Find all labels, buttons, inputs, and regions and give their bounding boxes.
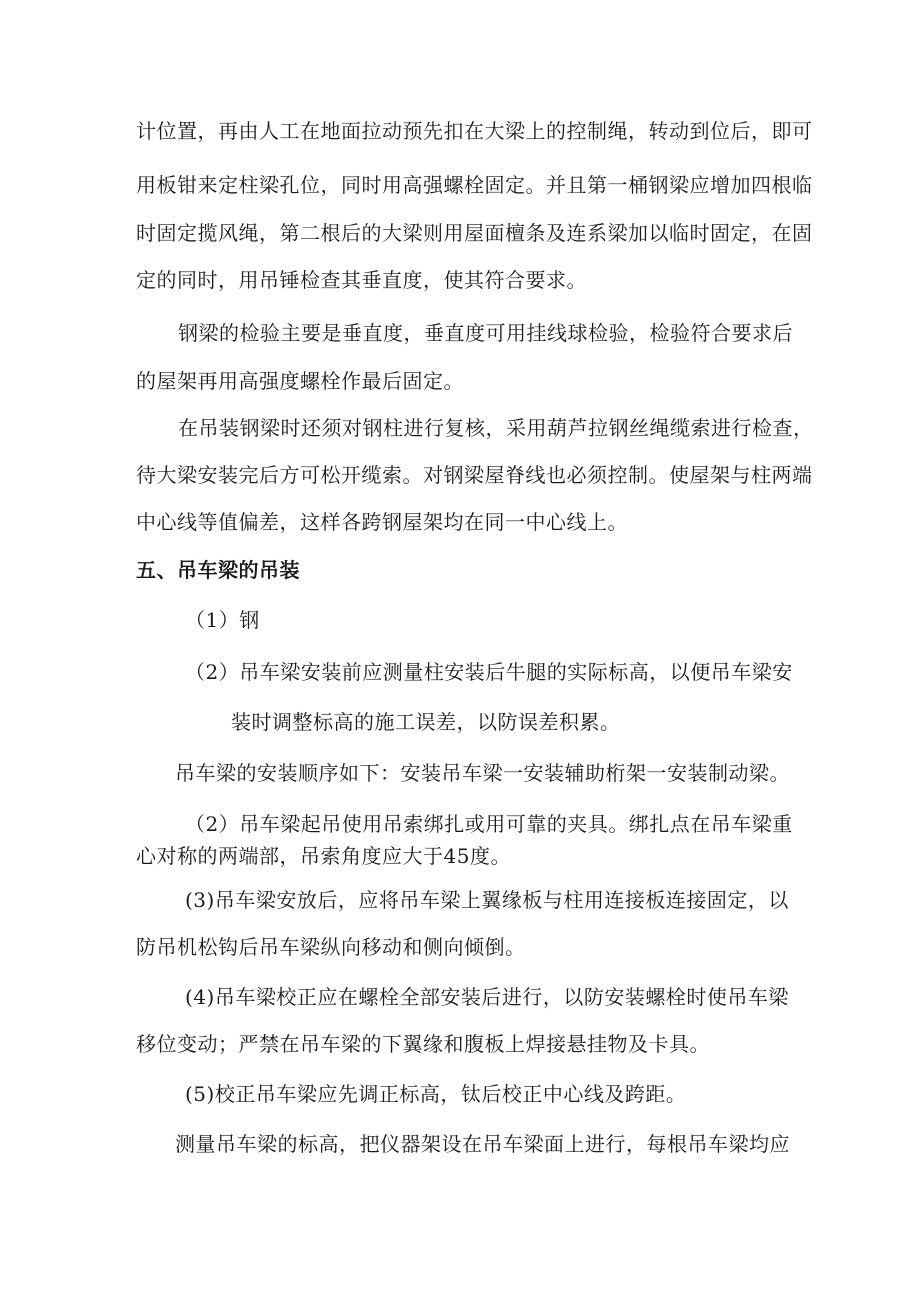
paragraph-line: 中心线等值偏差，这样各跨钢屋架均在同一中心线上。	[136, 510, 628, 534]
paragraph-line: 移位变动；严禁在吊车梁的下翼缘和腹板上焊接悬挂物及卡具。	[136, 1032, 710, 1056]
list-item: (5)校正吊车梁应先调正标高，钛后校正中心线及跨距。	[185, 1082, 687, 1106]
paragraph-line: 钢梁的检验主要是垂直度，垂直度可用挂线球检验，检验符合要求后	[178, 321, 793, 345]
paragraph-line: 用板钳来定柱梁孔位，同时用高强螺栓固定。并且第一桶钢梁应增加四根临	[136, 173, 813, 197]
list-item: （1）钢	[185, 608, 260, 632]
list-item: (3)吊车梁安放后，应将吊车梁上翼缘板与柱用连接板连接固定，以	[185, 888, 789, 912]
list-item: （2）吊车梁起吊使用吊索绑扎或用可靠的夹具。绑扎点在吊车梁重	[185, 812, 793, 836]
paragraph-line: 吊车梁的安装顺序如下：安装吊车梁一安装辅助桁架一安装制动梁。	[175, 761, 790, 785]
paragraph-line: 装时调整标高的施工误差，以防误差积累。	[231, 710, 621, 734]
section-heading: 五、吊车梁的吊装	[136, 558, 300, 582]
paragraph-line: 测量吊车梁的标高，把仪器架设在吊车梁面上进行，每根吊车梁均应	[175, 1132, 790, 1156]
paragraph-line: 定的同时，用吊锤检查其垂直度，使其符合要求。	[136, 268, 587, 292]
paragraph-line: 在吊装钢梁时还须对钢柱进行复核，采用葫芦拉钢丝绳缆索进行检查，	[178, 416, 814, 440]
paragraph-line: 的屋架再用高强度螺栓作最后固定。	[136, 369, 464, 393]
list-item: （2）吊车梁安装前应测量柱安装后牛腿的实际标高，以便吊车梁安	[185, 660, 793, 684]
paragraph-line: 心对称的两端部，吊索角度应大于45度。	[136, 844, 511, 868]
paragraph-line: 时固定揽风绳，第二根后的大梁则用屋面檀条及连系梁加以临时固定，在固	[136, 221, 813, 245]
paragraph-line: 防吊机松钩后吊车梁纵向移动和侧向倾倒。	[136, 935, 526, 959]
paragraph-line: 计位置，再由人工在地面拉动预先扣在大梁上的控制绳，转动到位后，即可	[136, 119, 813, 143]
paragraph-line: 待大梁安装完后方可松开缆索。对钢梁屋脊线也必须控制。使屋架与柱两端	[136, 463, 813, 487]
list-item: (4)吊车梁校正应在螺栓全部安装后进行，以防安装螺栓时使吊车梁	[185, 985, 789, 1009]
